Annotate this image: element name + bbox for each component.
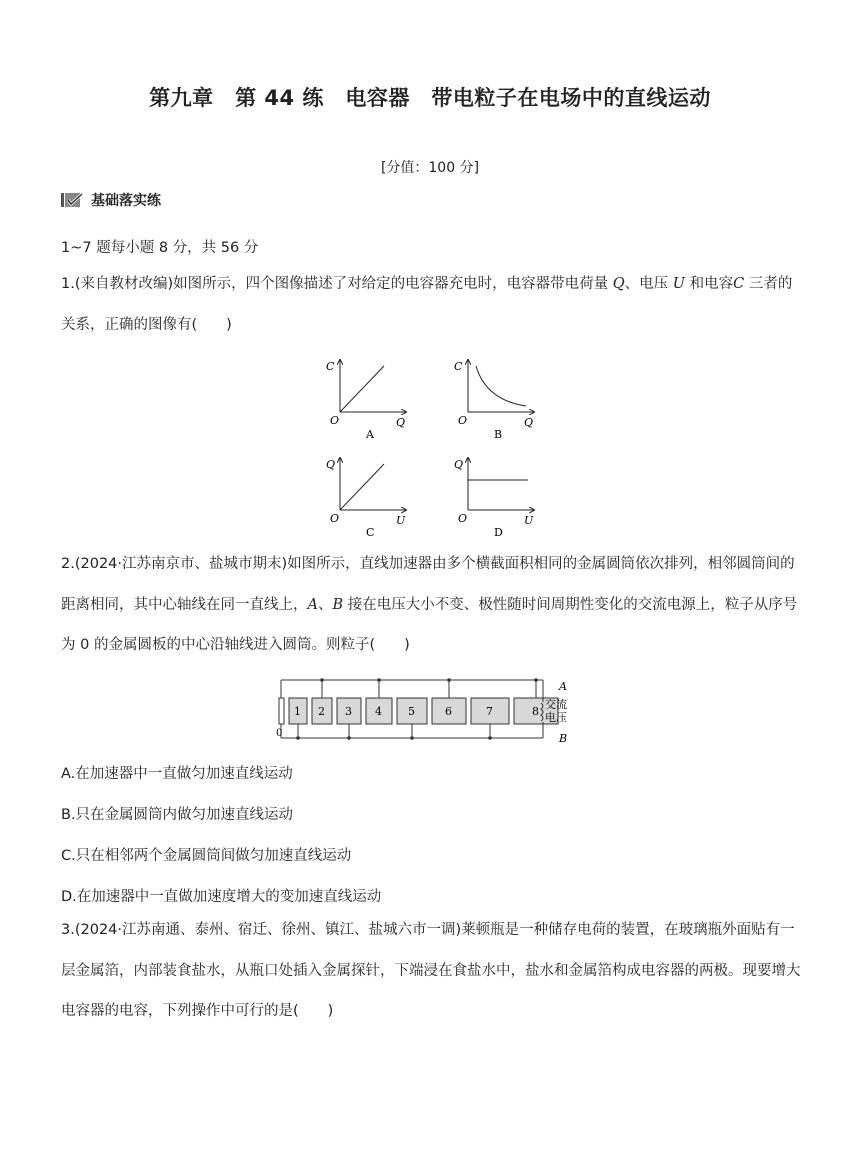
- y-axis-label: Q: [326, 458, 336, 471]
- junction-dot: [320, 678, 324, 682]
- graph-a: [326, 360, 406, 441]
- metal-plate-0: [279, 698, 284, 724]
- graph-curve: [340, 366, 384, 412]
- graph-caption: D: [494, 526, 503, 539]
- terminal-a-label: A: [559, 680, 567, 693]
- page-title: 第九章 第 44 练 电容器 带电粒子在电场中的直线运动: [149, 86, 711, 110]
- graph-caption: C: [366, 526, 375, 539]
- option-c: C.只在相邻两个金属圆筒间做匀加速直线运动: [61, 848, 352, 864]
- y-axis-label: C: [454, 360, 463, 373]
- origin-label: O: [458, 512, 468, 525]
- question-1-text: 1.(来自教材改编)如图所示，四个图像描述了对给定的电容器充电时，电容器带电荷量 Q、电压 U 和电容C 三者的关系，正确的图像有( ): [61, 276, 793, 333]
- graph-b: [454, 360, 534, 441]
- x-axis-label: Q: [524, 416, 534, 429]
- option-a: A.在加速器中一直做匀加速直线运动: [61, 766, 293, 782]
- graph-caption: B: [494, 428, 503, 441]
- junction-dot: [347, 736, 351, 740]
- junction-dot: [377, 678, 381, 682]
- y-axis-label: C: [326, 360, 335, 373]
- junction-dot: [488, 736, 492, 740]
- tube-number: 7: [486, 705, 493, 718]
- tube-number: 3: [345, 705, 352, 718]
- ac-source-label-1: 交流: [545, 698, 567, 711]
- score-label: [分值：100 分]: [380, 160, 480, 176]
- junction-dot: [534, 678, 538, 682]
- question-2-text: 2.(2024·江苏南京市、盐城市期末)如图所示，直线加速器由多个横截面积相同的金属圆筒依次排列，相邻圆筒间的距离相同，其中心轴线在同一直线上，A、B 接在电压大小不变、极性随时间周期性变化的交流电源上，粒子从序号为 0 的金属圆板的中心沿轴线进入圆筒。则粒子( ): [61, 556, 798, 653]
- option-d: D.在加速器中一直做加速度增大的变加速直线运动: [61, 889, 382, 905]
- x-axis-label: U: [396, 514, 406, 527]
- tube-number: 4: [375, 705, 382, 718]
- section-heading: [61, 190, 161, 210]
- graph-c: [326, 458, 406, 539]
- origin-label: O: [330, 414, 340, 427]
- checklist-icon: [61, 192, 83, 208]
- junction-dot: [447, 678, 451, 682]
- junction-dot: [410, 736, 414, 740]
- origin-label: O: [458, 414, 468, 427]
- tube-number: 8: [532, 705, 539, 718]
- tube-number: 6: [445, 705, 452, 718]
- plate-0-label: 0: [276, 728, 283, 739]
- question-3-text: 3.(2024·江苏南通、泰州、宿迁、徐州、镇江、盐城六市一调)莱顿瓶是一种储存电荷的装置，在玻璃瓶外面贴有一层金属箔，内部装食盐水，从瓶口处插入金属探针，下端浸在食盐水中，盐水和金属箔构成电容器的两极。现要增大电容器的电容，下列操作中可行的是( ): [61, 922, 801, 1019]
- tube-number: 2: [318, 705, 325, 718]
- terminal-b-label: B: [559, 732, 568, 745]
- graph-curve: [340, 464, 384, 510]
- graph-caption: A: [366, 428, 374, 441]
- tube-number: 1: [294, 705, 301, 718]
- junction-dot: [296, 736, 300, 740]
- section-label: 基础落实练: [91, 193, 161, 209]
- instruction: 1~7 题每小题 8 分，共 56 分: [61, 240, 259, 256]
- linear-accelerator-diagram: [275, 674, 595, 746]
- x-axis-label: U: [524, 514, 534, 527]
- ac-source-label-2: 电压: [545, 711, 567, 724]
- tube-number: 5: [408, 705, 415, 718]
- question-1-graphs: [300, 350, 560, 540]
- graph-curve: [476, 366, 526, 406]
- y-axis-label: Q: [454, 458, 464, 471]
- graph-d: [454, 458, 534, 539]
- x-axis-label: Q: [396, 416, 406, 429]
- option-b: B.只在金属圆筒内做匀加速直线运动: [61, 807, 294, 823]
- origin-label: O: [330, 512, 340, 525]
